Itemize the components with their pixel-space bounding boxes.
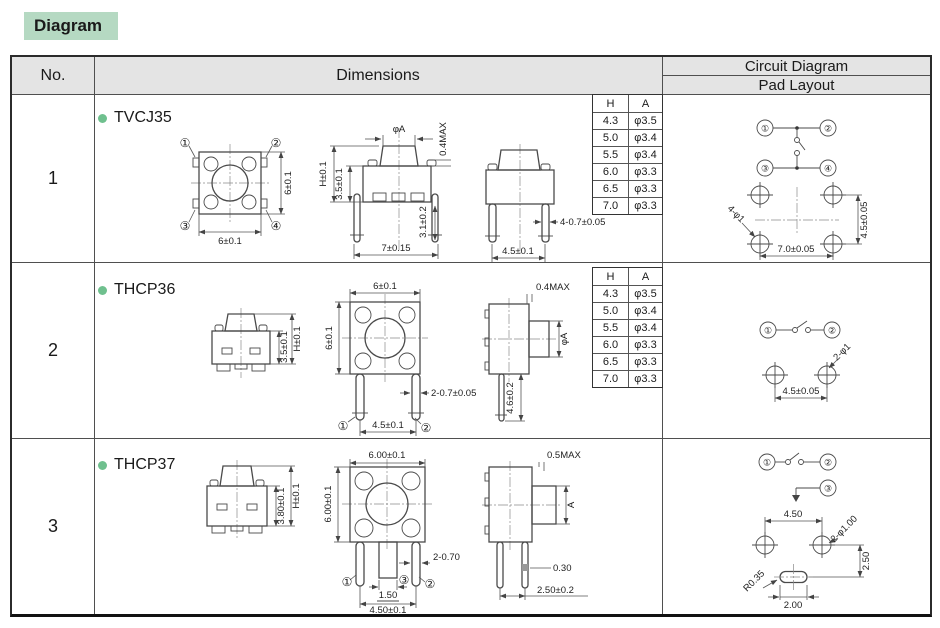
thcp37-front-view [207, 460, 302, 540]
button-dia-dim: A [566, 501, 577, 509]
thcp36-side-view [482, 282, 570, 421]
pin-pitch-dim: 2.50±0.2 [537, 585, 574, 596]
part-name: THCP36 [114, 281, 176, 298]
slot-width-dim: 2.00 [783, 600, 803, 611]
top-width-dim: 6.00±0.1 [368, 450, 406, 461]
top-height-dim: 6.00±0.1 [323, 485, 334, 523]
header-circuit-diagram: Circuit Diagram [744, 57, 849, 75]
pin-width-dim: 4-0.7±0.05 [560, 217, 606, 228]
terminal-1-label: ① [179, 136, 191, 150]
ha-table-row1: H A 4.3 φ3.5 5.0 φ3.4 5.5 φ3.4 6.0 φ3.3 6.5 φ3.3 7.0 φ3.3 [592, 94, 663, 215]
pin-width-dim: 2-0.70 [433, 552, 460, 563]
pad-pitch-dim: 4.5±0.05 [782, 386, 820, 397]
header-pad-layout: Pad Layout [758, 76, 835, 94]
stem-max-dim: 0.4MAX [438, 122, 449, 156]
pad-horizontal-pitch: 7.0±0.05 [777, 244, 815, 255]
thcp36-circuit-diagram [760, 321, 840, 338]
total-height-dim: H±0.1 [292, 326, 303, 352]
top-height-dim: 6±0.1 [283, 171, 294, 195]
ha-header-h: H [606, 270, 615, 283]
circuit-terminal-3: ③ [823, 483, 833, 494]
pad-hole-label: 2-φ1.00 [828, 513, 860, 545]
pin-length-dim: 4.6±0.2 [505, 382, 516, 414]
button-dia-dim: φA [559, 332, 570, 346]
row1-dimension-drawing [94, 94, 662, 262]
pin-pitch-dim: 4.5±0.1 [502, 246, 534, 257]
inner-pitch-dim: 1.50 [378, 590, 398, 601]
pad-pitch-dim: 4.50 [783, 509, 803, 520]
row1-circuit-pad [662, 94, 930, 262]
circuit-terminal-1: ① [763, 325, 773, 336]
pin-pitch-dim: 4.50±0.1 [369, 605, 407, 616]
button-dia-dim: φA [392, 124, 406, 135]
row2-dimension-drawing [94, 262, 662, 438]
circuit-terminal-4: ④ [823, 163, 833, 174]
body-height-dim: 3.5±0.1 [279, 331, 290, 363]
thcp36-front-view [212, 308, 303, 378]
tvcj35-circuit-diagram [757, 120, 836, 176]
page-title: Diagram [24, 12, 118, 40]
row3-dimension-drawing [94, 438, 662, 614]
ha-header-a: A [628, 95, 662, 112]
pin-2-label: ① [341, 575, 353, 589]
pad-hole-label: 4-φ1 [724, 203, 747, 226]
thcp36-top-view [324, 281, 476, 436]
row2-circuit-pad [662, 262, 930, 438]
pin-length-dim: 3.1±0.2 [418, 206, 429, 238]
pin-1-label: ② [424, 577, 436, 591]
pad-row-offset-dim: 2.50 [861, 551, 872, 571]
terminal-2-label: ② [270, 136, 282, 150]
pin-width-dim: 2-0.7±0.05 [431, 388, 477, 399]
tvcj35-side-view [485, 144, 605, 262]
pin-3-label: ③ [398, 573, 410, 587]
circuit-terminal-2: ② [823, 123, 833, 134]
circuit-terminal-2: ② [823, 457, 833, 468]
circuit-terminal-1: ① [760, 123, 770, 134]
tvcj35-front-view [318, 121, 451, 259]
body-height-dim: 3.5±0.1 [334, 168, 345, 200]
pin-thickness-dim: 0.30 [553, 563, 572, 574]
circuit-terminal-3: ③ [760, 163, 770, 174]
circuit-terminal-1: ① [762, 457, 772, 468]
thcp37-circuit-diagram [759, 453, 836, 502]
row3-circuit-pad [662, 438, 930, 614]
ha-table-row2: H A 4.3 φ3.5 5.0 φ3.4 5.5 φ3.4 6.0 φ3.3 6.5 φ3.3 7.0 φ3.3 [592, 267, 663, 388]
spec-table [10, 55, 932, 617]
part-name: TVCJ35 [114, 109, 172, 126]
ha-header-a: A [628, 268, 662, 285]
ha-header-h: H [606, 97, 615, 110]
header-no: No. [40, 66, 66, 84]
total-height-dim: H±0.1 [291, 483, 302, 509]
body-height-dim: 3.80±0.1 [276, 487, 287, 525]
front-width-dim: 7±0.15 [381, 243, 411, 254]
pin-1-label: ① [337, 419, 349, 433]
total-height-dim: H±0.1 [318, 161, 329, 187]
top-width-dim: 6±0.1 [373, 281, 397, 292]
stem-max-dim: 0.5MAX [547, 450, 581, 461]
row3-number: 3 [47, 515, 58, 536]
pad-vertical-pitch: 4.5±0.05 [859, 201, 870, 239]
part-name: THCP37 [114, 456, 176, 473]
tvcj35-top-view [180, 136, 294, 247]
terminal-4-label: ④ [270, 219, 282, 233]
tvcj35-pad-layout [725, 182, 870, 260]
thcp37-top-view [323, 450, 460, 616]
pad-hole-label: 2-φ1 [831, 341, 854, 364]
circuit-terminal-2: ② [827, 325, 837, 336]
thcp36-pad-layout [762, 341, 853, 402]
thcp37-pad-layout [741, 509, 872, 611]
header-dimensions: Dimensions [336, 66, 420, 84]
stem-max-dim: 0.4MAX [536, 282, 570, 293]
terminal-3-label: ③ [179, 219, 191, 233]
top-width-dim: 6±0.1 [218, 236, 242, 247]
pin-pitch-dim: 4.5±0.1 [372, 420, 404, 431]
thcp37-side-view [482, 450, 588, 600]
slot-radius-label: R0.35 [741, 568, 768, 595]
pin-2-label: ② [420, 421, 432, 435]
row2-number: 2 [47, 339, 58, 360]
top-height-dim: 6±0.1 [324, 326, 335, 350]
row1-number: 1 [47, 167, 58, 188]
